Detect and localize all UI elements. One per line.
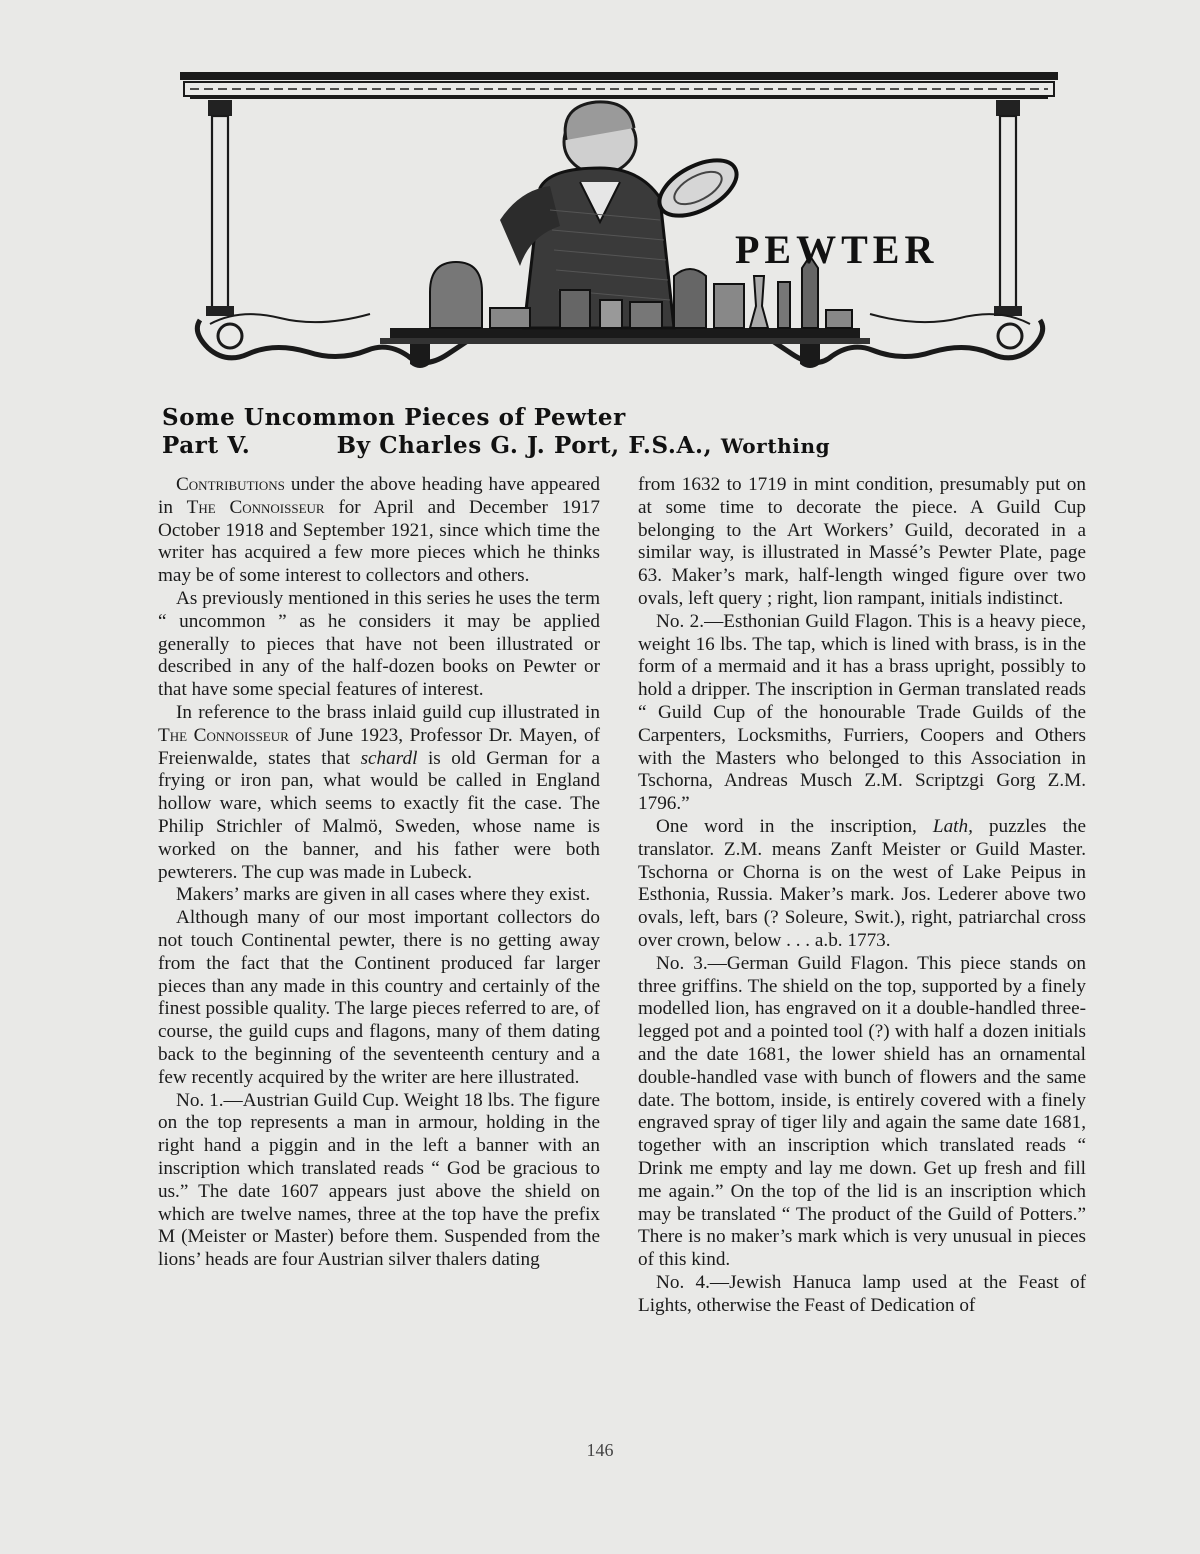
paragraph: from 1632 to 1719 in mint condition, presumably put on at some time to decorate the piece. A Guild Cup belonging to the Art Workers’ Guild, decorated in a similar way, is illustrated in Massé’s Pewter Plate, page 63. Maker’s mark, half-length winged figure over two ovals, left query ; right, lion rampant, initials indistinct. bbox=[638, 474, 1086, 609]
paragraph: No. 3.—German Guild Flagon. This piece stands on three griffins. The shield on the top, supported by a finely modelled lion, has engraved on it a double-handled three-legged pot and a pointed tool (?) with half a dozen initials and the date 1681, the lower shield has an ornamental double-handled vase with bunch of flowers and the same date. The bottom, inside, is entirely covered with a finely engraved spray of tiger lily and again the same date 1681, together with an inscription which translated reads “ Drink me empty and lay me down. Get up fresh and fill me again.” On the top of the lid is an inscription which may be translated “ The product of the Guild of Potters.” There is no maker’s mark which is very unusual in pieces of this kind. bbox=[638, 952, 1086, 1271]
text-run: is old German for a frying or iron pan, what would be called in England hollow ware, which seems to exactly fit the case. The Philip Strichler of Malmö, Sweden, whose name is worked on the banner, and his father were both pewterers. The cup was made in Lubeck. bbox=[158, 747, 600, 883]
text-run: One word in the inscription, bbox=[656, 815, 933, 837]
text-run: In reference to the brass inlaid guild cup illustrated in bbox=[176, 701, 600, 723]
text-run: puzzles the translator. Z.M. means Zanft Meister or Guild Master. Tschorna or Chorna is on the west of Lake Peipus in Esthonia, Russia. Maker’s mark. Jos. Lederer above two ovals, left, bars (? Soleure, Swit.), right, patriarchal cross over crown, below . . . a.b. 1773. bbox=[638, 815, 1086, 951]
text-run: under the above heading have appeared in bbox=[158, 474, 600, 518]
left-column bbox=[158, 474, 600, 1272]
text-run: of June 1923, Professor Dr. Mayen, of Freienwalde, states that bbox=[158, 724, 600, 769]
journal-name: The Connoisseur bbox=[186, 496, 325, 518]
text-run: for April and December 1917 October 1918 and September 1921, since which time the writer has acquired a few more pieces which he thinks may be of some interest to collectors and others. bbox=[158, 496, 600, 587]
italic-term: schardl bbox=[360, 747, 418, 769]
part-number: Part V. bbox=[162, 432, 251, 459]
paragraph bbox=[638, 816, 1086, 953]
header-illustration bbox=[180, 70, 1060, 380]
italic-term: Lath, bbox=[932, 815, 973, 837]
lead-word: Contributions bbox=[176, 474, 285, 495]
paragraph: No. 4.—Jewish Hanuca lamp used at the Feast of Lights, otherwise the Feast of Dedication of bbox=[638, 1271, 1086, 1316]
banner-title: PEWTER bbox=[735, 227, 939, 272]
paragraph: No. 2.—Esthonian Guild Flagon. This is a heavy piece, weight 16 lbs. The tap, which is lined with brass, is in the form of a mermaid and it has a brass upright, possibly to hold a dripper. The inscription in German translated reads “ Guild Cup of the honourable Trade Guilds of the Carpenters, Locksmiths, Furriers, Coopers and Others with the Masters who belonged to this Association in Tschorna, Andreas Musch Z.M. Scriptzgi Gorg Z.M. 1796.” bbox=[638, 610, 1086, 815]
paragraph bbox=[158, 702, 600, 884]
paragraph: Makers’ marks are given in all cases where they exist. bbox=[176, 884, 591, 906]
page-number: 146 bbox=[586, 1440, 614, 1460]
article-byline bbox=[162, 432, 1062, 460]
paragraph: As previously mentioned in this series he uses the term “ uncommon ” as he considers it may be applied generally to pieces that have not been illustrated or described in any of the half-dozen books on Pewter or that have some special features of interest. bbox=[158, 587, 600, 701]
article-title: Some Uncommon Pieces of Pewter bbox=[162, 404, 626, 431]
right-column bbox=[638, 474, 1086, 1317]
paragraph bbox=[158, 474, 600, 588]
author-name: By Charles G. J. Port, F.S.A., bbox=[336, 432, 713, 459]
paragraph: Although many of our most important collectors do not touch Continental pewter, there is no getting away from the fact that the Continent produced far larger pieces than any made in this country and certainly of the finest possible quality. The large pieces referred to are, of course, the guild cups and flagons, many of them dating back to the beginning of the seventeenth century and a few recently acquired by the writer are here illustrated. bbox=[158, 907, 600, 1088]
article-heading bbox=[162, 404, 1062, 460]
author-place: Worthing bbox=[720, 434, 831, 458]
pewter-engraving bbox=[180, 70, 1060, 380]
paragraph: No. 1.—Austrian Guild Cup. Weight 18 lbs. The figure on the top represents a man in armour, holding in the right hand a piggin and in the left a banner with an inscription which translated reads “ God be gracious to us.” The date 1607 appears just above the shield on which are twelve names, three at the top have the prefix M (Meister or Master) before them. Suspended from the lions’ heads are four Austrian silver thalers dating bbox=[158, 1089, 600, 1271]
journal-name: The Connoisseur bbox=[158, 724, 289, 746]
